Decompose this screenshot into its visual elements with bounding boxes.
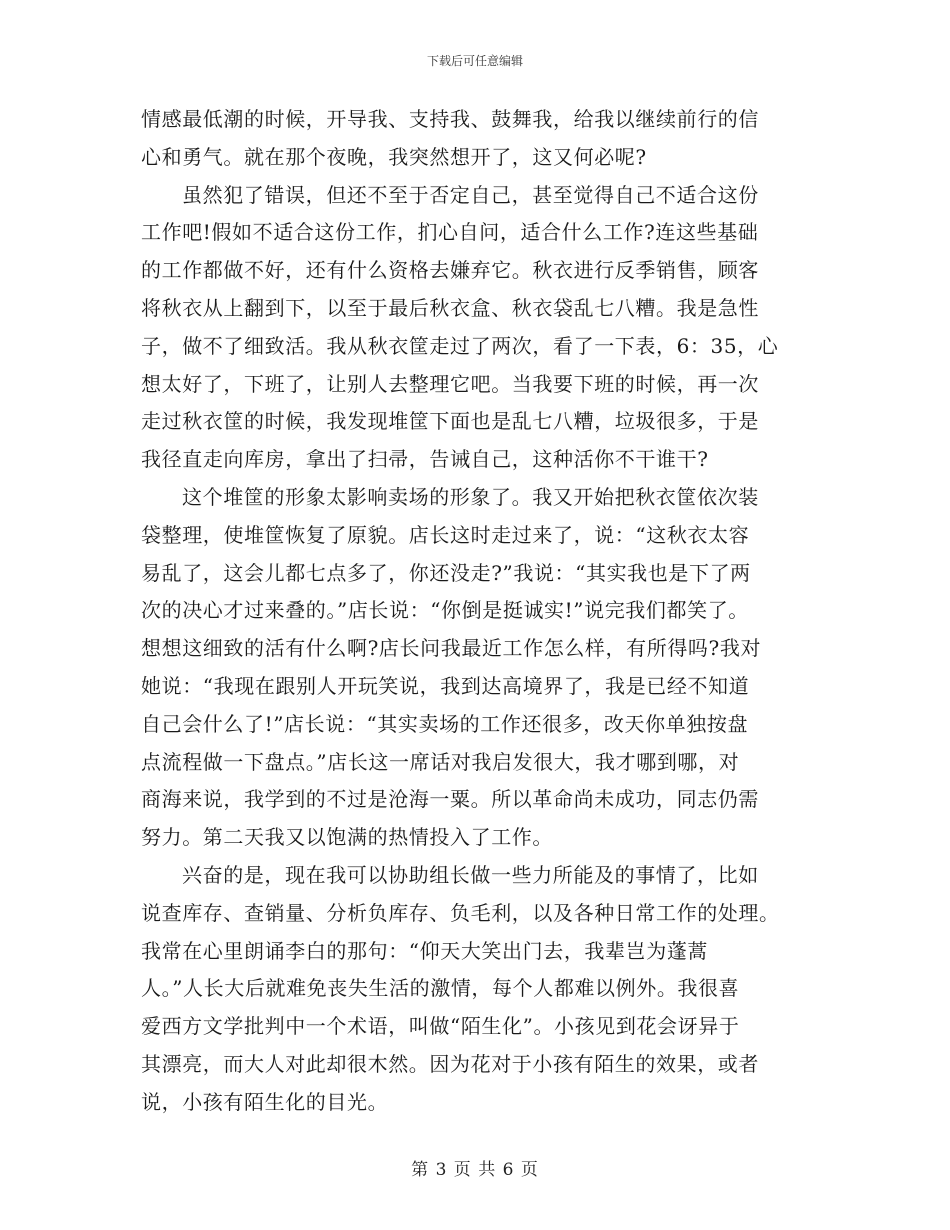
- page-header: 下载后可任意编辑: [426, 54, 523, 68]
- text-line: 努力。第二天我又以饱满的热情投入了工作。: [141, 825, 553, 850]
- text-line: 易乱了，这会儿都七点多了，你还没走?”我说：“其实我也是下了两: [141, 560, 751, 585]
- text-line: 爱西方文学批判中一个术语，叫做“陌生化”。小孩见到花会讶异于: [141, 1014, 740, 1039]
- text-line: 说查库存、查销量、分析负库存、负毛利，以及各种日常工作的处理。: [141, 900, 780, 925]
- document-body: [141, 101, 811, 1122]
- text-line: 商海来说，我学到的不过是沧海一粟。所以革命尚未成功，同志仍需: [141, 787, 759, 812]
- paragraph-first-line: 兴奋的是，现在我可以协助组长做一些力所能及的事情了，比如: [182, 862, 759, 887]
- text-line: 情感最低潮的时候，开导我、支持我、鼓舞我，给我以继续前行的信: [141, 107, 759, 131]
- text-line: 走过秋衣筐的时候，我发现堆筐下面也是乱七八糟，垃圾很多，于是: [141, 409, 759, 434]
- paragraph-first-line: 虽然犯了错误，但还不至于否定自己，甚至觉得自己不适合这份: [182, 182, 759, 207]
- page-footer: 第 3 页 共 6 页: [411, 1160, 539, 1180]
- text-line: 的工作都做不好，还有什么资格去嫌弃它。秋衣进行反季销售，顾客: [141, 258, 759, 283]
- text-line: 她说：“我现在跟别人开玩笑说，我到达高境界了，我是已经不知道: [141, 673, 750, 698]
- text-line: 点流程做一下盘点。”店长这一席话对我启发很大，我才哪到哪，对: [141, 749, 740, 774]
- text-line: 人。”人长大后就难免丧失生活的激情，每个人都难以例外。我很喜: [141, 976, 740, 1001]
- text-line: 想想这细致的活有什么啊?店长问我最近工作怎么样，有所得吗?我对: [141, 636, 762, 661]
- text-line: 我径直走向库房，拿出了扫帚，告诫自己，这种活你不干谁干?: [141, 447, 709, 472]
- text-line: 其漂亮，而大人对此却很木然。因为花对于小孩有陌生的效果，或者: [141, 1051, 759, 1076]
- text-line: 说，小孩有陌生化的目光。: [141, 1089, 389, 1114]
- paragraph-first-line: 这个堆筐的形象太影响卖场的形象了。我又开始把秋衣筐依次装: [182, 484, 759, 509]
- text-line: 将秋衣从上翻到下，以至于最后秋衣盒、秋衣袋乱七八糟。我是急性: [141, 295, 759, 320]
- text-line: 子，做不了细致活。我从秋衣筐走过了两次，看了一下表，6：35，心: [141, 333, 779, 358]
- text-line: 次的决心才过来叠的。”店长说：“你倒是挺诚实!”说完我们都笑了。: [141, 598, 749, 623]
- text-line: 心和勇气。就在那个夜晚，我突然想开了，这又何必呢?: [141, 144, 647, 169]
- text-line: 想太好了，下班了，让别人去整理它吧。当我要下班的时候，再一次: [141, 371, 759, 396]
- text-line: 我常在心里朗诵李白的那句：“仰天大笑出门去，我辈岂为蓬蒿: [141, 938, 709, 963]
- text-line: 袋整理，使堆筐恢复了原貌。店长这时走过来了，说：“这秋衣太容: [141, 522, 750, 547]
- text-line: 工作吧!假如不适合这份工作，扪心自问，适合什么工作?连这些基础: [141, 220, 759, 245]
- text-line: 自己会什么了!”店长说：“其实卖场的工作还很多，改天你单独按盘: [141, 711, 749, 736]
